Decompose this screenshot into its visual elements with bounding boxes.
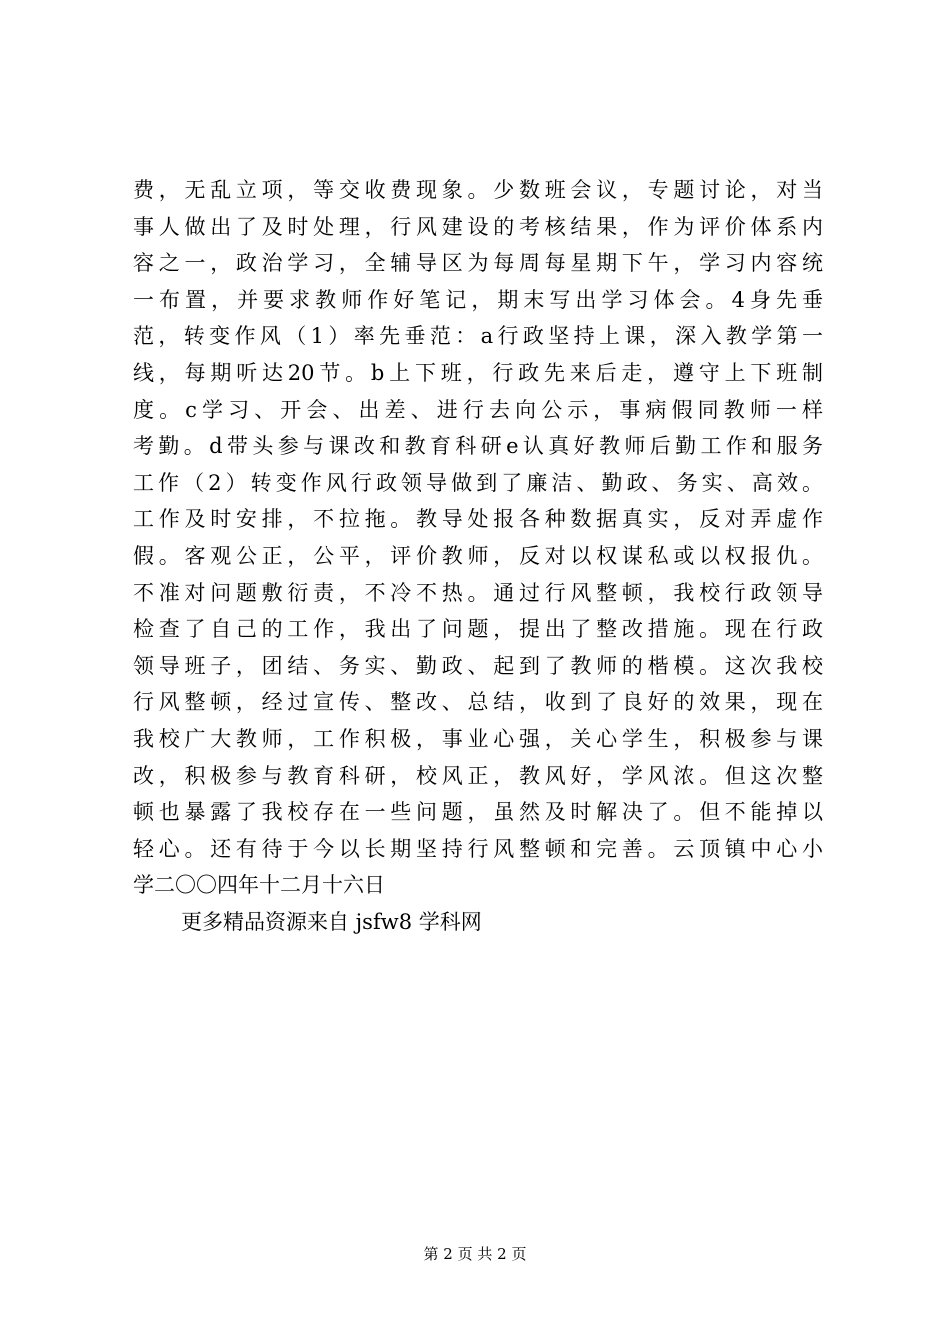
body-line-14: 领导班子，团结、务实、勤政、起到了教师的楷模。这次我校 bbox=[133, 653, 823, 678]
body-line-1: 费，无乱立项，等交收费现象。少数班会议，专题讨论，对当 bbox=[133, 178, 823, 202]
body-line-9: 工作（2）转变作风行政领导做到了廉洁、勤政、务实、高效。 bbox=[133, 470, 823, 495]
body-line-7: 度。c学习、开会、出差、进行去向公示，事病假同教师一样 bbox=[133, 397, 823, 422]
body-line-16: 我校广大教师，工作积极，事业心强，关心学生，积极参与课 bbox=[133, 726, 823, 751]
body-line-5: 范，转变作风（1）率先垂范：a行政坚持上课，深入教学第一 bbox=[133, 324, 823, 349]
body-line-13: 检查了自己的工作，我出了问题，提出了整改措施。现在行政 bbox=[133, 617, 823, 642]
body-line-19: 轻心。还有待于今以长期坚持行风整顿和完善。云顶镇中心小 bbox=[133, 836, 823, 861]
body-line-11: 假。客观公正，公平，评价教师，反对以权谋私或以权报仇。 bbox=[133, 543, 823, 568]
body-line-12: 不准对问题敷衍责，不冷不热。通过行风整顿，我校行政领导 bbox=[133, 580, 823, 605]
body-line-4: 一布置，并要求教师作好笔记，期末写出学习体会。4身先垂 bbox=[133, 287, 823, 312]
resource-note: 更多精品资源来自 jsfw8 学科网 bbox=[181, 909, 482, 934]
body-line-18: 顿也暴露了我校存在一些问题，虽然及时解决了。但不能掉以 bbox=[133, 800, 823, 825]
body-line-10: 工作及时安排，不拉拖。教导处报各种数据真实，反对弄虚作 bbox=[133, 507, 823, 532]
body-line-2: 事人做出了及时处理，行风建设的考核结果，作为评价体系内 bbox=[133, 214, 823, 239]
body-line-17: 改，积极参与教育科研，校风正，教风好，学风浓。但这次整 bbox=[133, 763, 823, 788]
body-line-20: 学二〇〇四年十二月十六日 bbox=[133, 873, 385, 898]
body-line-8: 考勤。d带头参与课改和教育科研e认真好教师后勤工作和服务 bbox=[133, 434, 823, 459]
page-number: 第 2 页 共 2 页 bbox=[423, 1245, 527, 1263]
body-line-6: 线，每期听达20节。b上下班，行政先来后走，遵守上下班制 bbox=[133, 360, 823, 385]
document-body bbox=[133, 172, 823, 940]
body-line-3: 容之一，政治学习，全辅导区为每周每星期下午，学习内容统 bbox=[133, 251, 823, 276]
body-line-15: 行风整顿，经过宣传、整改、总结，收到了良好的效果，现在 bbox=[133, 690, 823, 715]
